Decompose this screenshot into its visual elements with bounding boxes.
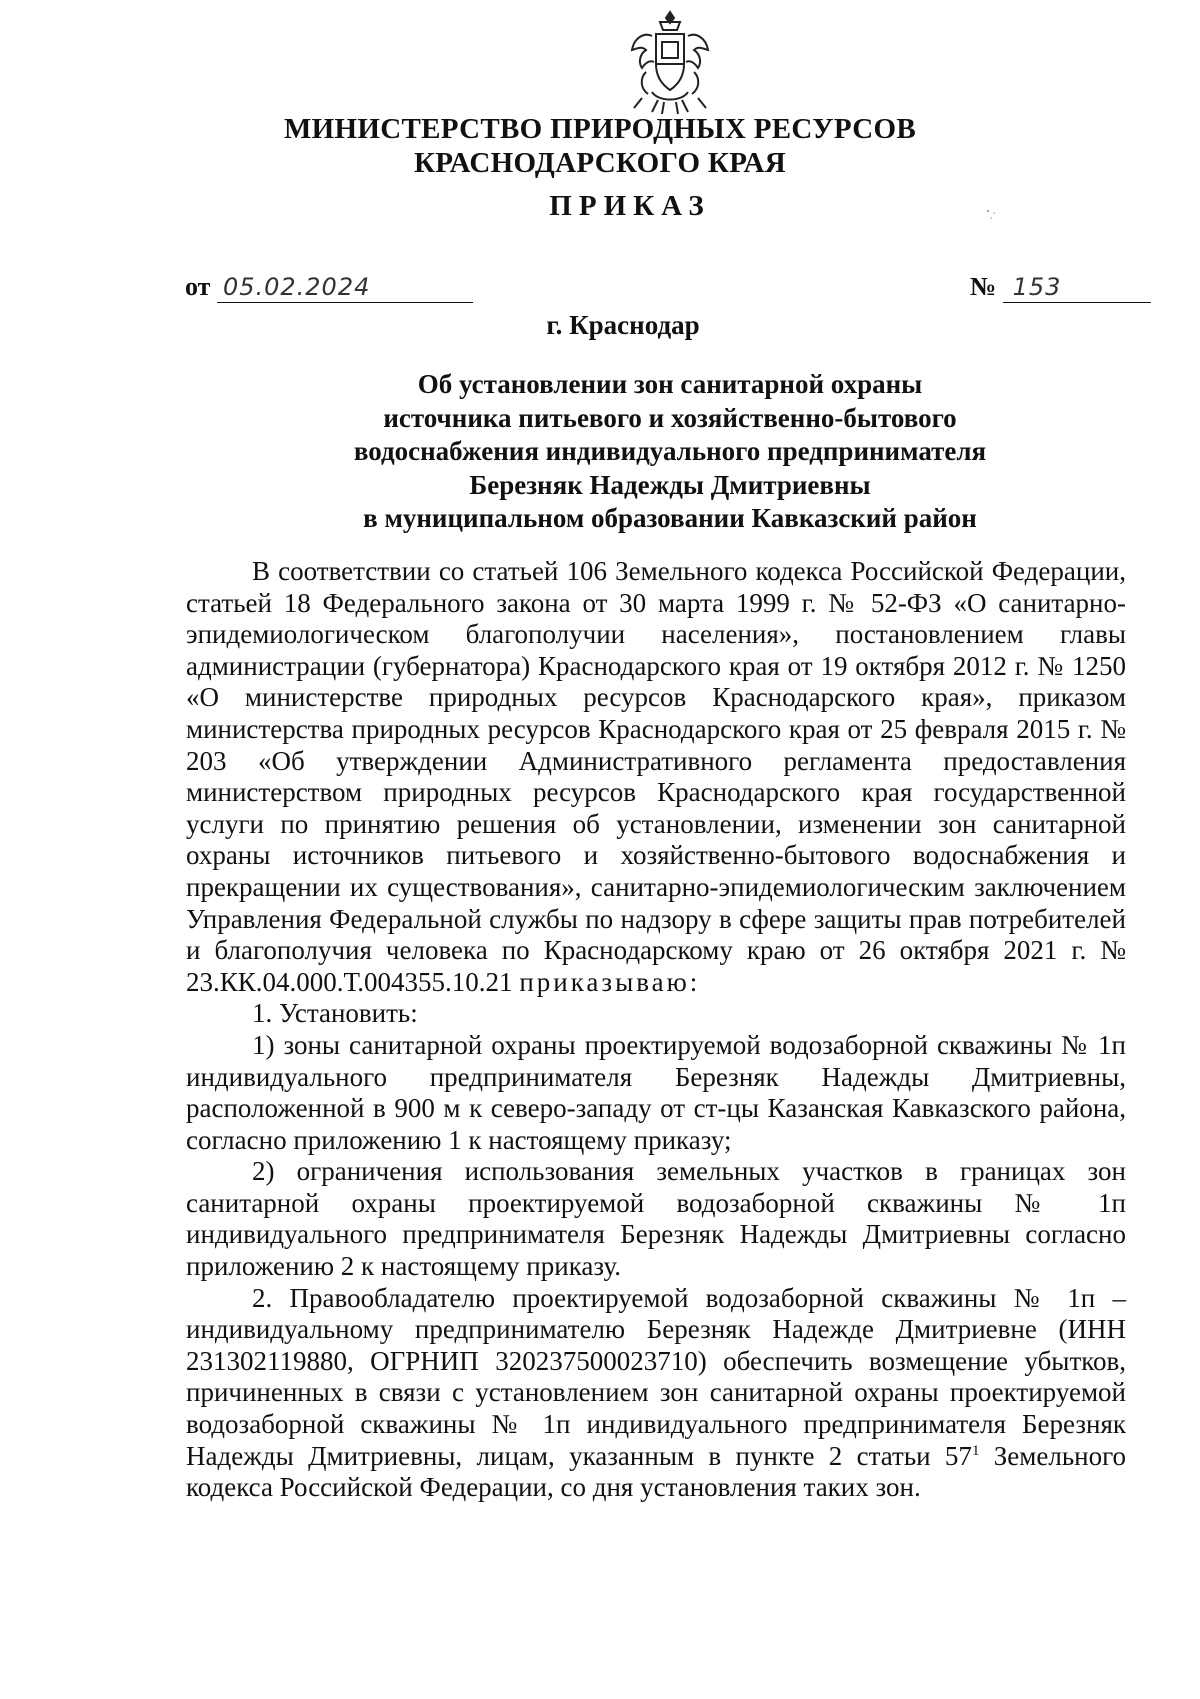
command-word: приказываю: — [519, 966, 701, 997]
date-prefix: от — [185, 272, 211, 301]
date-row — [185, 272, 473, 303]
item-1: 1. Установить: — [252, 998, 418, 1029]
item-1-2: 2) ограничения использования земельных участков в границах зон санитарной охраны проектируемой водозаборной скважины № 1п индивидуального предпринимателя Березняк Надежды Дмитриевны согласно приложению 2 к настоящему приказу. — [186, 1156, 1126, 1282]
title-line-5: в муниципальном образовании Кавказский район — [363, 503, 977, 533]
number-prefix: № — [970, 272, 997, 301]
preamble-paragraph — [186, 556, 1126, 998]
item-2-text-end: Земельного кодекса Российской Федерации, со дня установления таких зон. — [186, 1440, 1127, 1503]
title-line-2: источника питьевого и хозяйственно-бытового — [383, 402, 957, 433]
ministry-line-2: КРАСНОДАРСКОГО КРАЯ — [413, 147, 787, 179]
title-line-3: водоснабжения индивидуального предпринимателя — [353, 436, 987, 466]
item-2 — [186, 1283, 1126, 1504]
item-2-text: 2. Правообладателю проектируемой водозаборной скважины № 1п – индивидуальному предпринимателю Березняк Надежде Дмитриевне (ИНН 231302119880, ОГРНИП 320237500023710) обеспечить возмещение убытков, причиненных в связи с установлением зон санитарной охраны проектируемой водозаборной скважины № 1п индивидуального предпринимателя Березняк Надежды Дмитриевны, лицам, указанным в пункте 2 статьи 57 — [186, 1282, 1126, 1471]
city: г. Краснодар — [546, 310, 700, 340]
document-title — [300, 368, 1040, 536]
scan-speck — [985, 208, 999, 220]
ministry-line-1: МИНИСТЕРСТВО ПРИРОДНЫХ РЕСУРСОВ — [284, 113, 916, 145]
document-body — [186, 556, 1126, 1504]
title-line-4: Березняк Надежды Дмитриевны — [469, 469, 871, 500]
date-field: 05.02.2024 — [217, 272, 473, 303]
number-field: 153 — [1003, 272, 1151, 303]
document-type: ПРИКАЗ — [549, 190, 711, 222]
item-1-1: 1) зоны санитарной охраны проектируемой водозаборной скважины № 1п индивидуального предпринимателя Березняк Надежды Дмитриевны, расположенной в 900 м к северо-западу от ст-цы Казанская Кавказского района, согласно приложению 1 к настоящему приказу; — [186, 1029, 1126, 1155]
item-2-superscript: 1 — [971, 1442, 980, 1459]
ministry-name — [0, 112, 1200, 180]
preamble-text: В соответствии со статьей 106 Земельного кодекса Российской Федерации, статьей 18 Федерального закона от 30 марта 1999 г. № 52-ФЗ «О санитарно-эпидемиологическом благополучии населения», постановлением главы администрации (губернатора) Краснодарского края от 19 октября 2012 г. № 1250 «О министерстве природных ресурсов Краснодарского края», приказом министерства природных ресурсов Краснодарского края от 25 февраля 2015 г. № 203 «Об утверждении Административного регламента предоставления министерством природных ресурсов Краснодарского края государственной услуги по принятию решения об установлении, изменении зон санитарной охраны источников питьевого и хозяйственно-бытового водоснабжения и прекращении их существования», санитарно-эпидемиологическим заключением Управления Федеральной службы по надзору в сфере защиты прав потребителей и благополучия человека по Краснодарскому краю от 26 октября 2021 г. № 23.КК.04.000.Т.004355.10.21 — [186, 556, 1126, 997]
title-line-1: Об установлении зон санитарной охраны — [417, 369, 923, 399]
number-row — [970, 272, 1151, 303]
coat-of-arms-icon — [622, 8, 718, 118]
